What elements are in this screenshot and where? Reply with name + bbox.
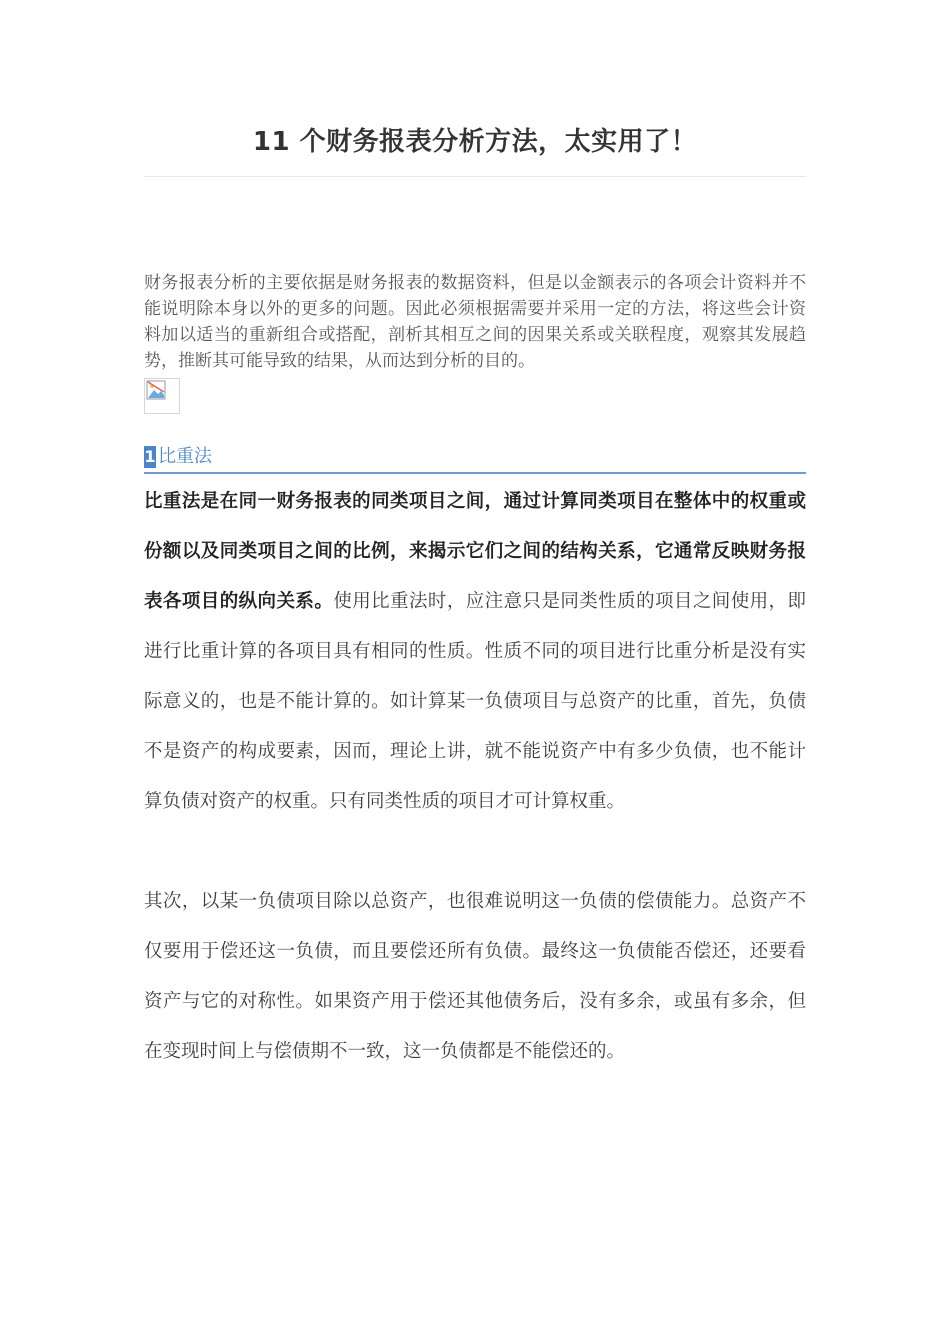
title-divider <box>144 176 806 177</box>
paragraph-continuation: 使用比重法时，应注意只是同类性质的项目之间使用，即进行比重计算的各项目具有相同的性质。性质不同的项目进行比重分析是没有实际意义的，也是不能计算的。如计算某一负债项目与总资产的比重，首先，负债不是资产的构成要素，因而，理论上讲，就不能说资产中有多少负债，也不能计算负债对资产的权重。只有同类性质的项目才可计算权重。 <box>144 591 806 812</box>
image-placeholder-icon <box>146 380 166 400</box>
article-title: 11 个财务报表分析方法，太实用了！ <box>252 127 698 157</box>
section-paragraph-2: 其次，以某一负债项目除以总资产，也很难说明这一负债的偿债能力。总资产不仅要用于偿还这一负债，而且要偿还所有负债。最终这一负债能否偿还，还要看资产与它的对称性。如果资产用于偿还其他债务后，没有多余，或虽有多余，但在变现时间上与偿债期不一致，这一负债都是不能偿还的。 <box>144 891 806 1062</box>
section-heading <box>144 442 806 474</box>
section-title: 比重法 <box>158 446 212 467</box>
intro-paragraph: 财务报表分析的主要依据是财务报表的数据资料，但是以金额表示的各项会计资料并不能说明除本身以外的更多的问题。因此必须根据需要并采用一定的方法，将这些会计资料加以适当的重新组合或搭配，剖析其相互之间的因果关系或关联程度，观察其发展趋势，推断其可能导致的结果，从而达到分析的目的。 <box>144 273 806 371</box>
article <box>144 0 806 1077</box>
section-paragraph-1 <box>144 477 806 827</box>
broken-image-icon <box>144 378 180 414</box>
section-number: 1 <box>144 447 156 466</box>
paragraph-bold-lead: 比重法是在同一财务报表的同类项目之间，通过计算同类项目在整体中的权重或份额以及同类项目之间的比例，来揭示它们之间的结构关系，它通常反映财务报表各项目的纵向关系。 <box>144 491 806 612</box>
